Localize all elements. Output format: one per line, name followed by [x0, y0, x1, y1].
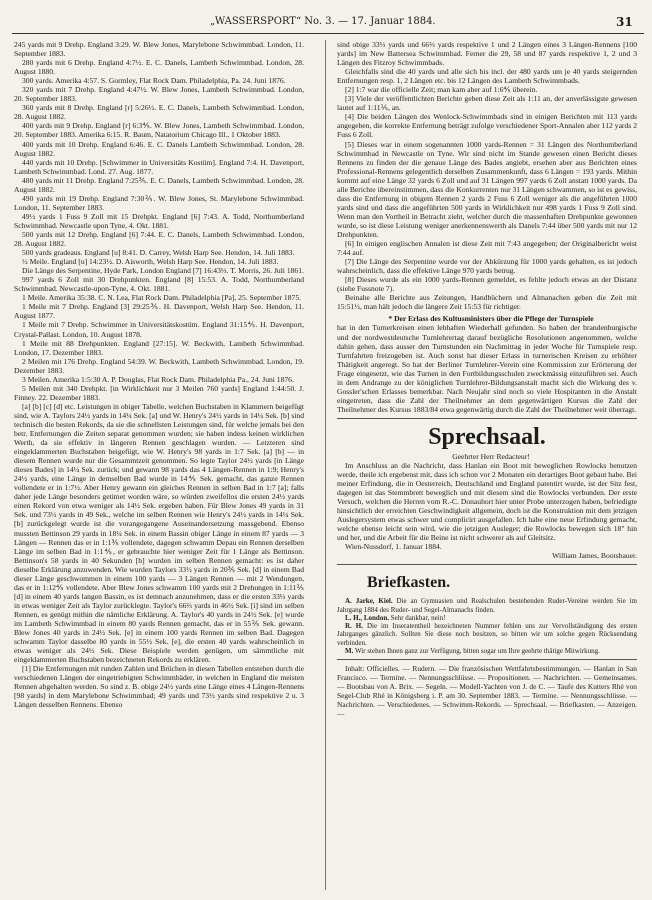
record-entry: ½ Meile. England [u] 14:23½. D. Aisworth, Welsh Harp See. Hendon, 14. Juli 1883.: [22, 257, 279, 267]
footnote-paragraph: [3] Viele der veröffentlichten Berichte geben diese Zeit als 1:11 an, der anverlässigste gewesen lautet auf 1:11⅕, an.: [337, 94, 637, 113]
header-rule: [12, 33, 644, 34]
record-entry: Die Länge des Serpentine, Hyde Park, London England [7] 16:43⅓. T. Morris, 26. Juli 1861.: [22, 266, 304, 276]
briefkasten-item: [337, 597, 637, 613]
record-entry: 3 Meilen. Amerika 1:5:30 A. P. Douglas, Flat Rock Dam. Philadelphia Pa., 24. Juni 1876.: [22, 374, 294, 384]
briefkasten-reply: Wir stehen Ihnen ganz zur Verfügung, bitten sogar um Ihre geehrte thätige Mitwirkung.: [354, 646, 600, 655]
record-entry: 500 yards mit 12 Drehp. England [6] 7:44. E. C. Danels, Lambeth Schwimmbad. London, 28. August 1882.: [14, 229, 304, 249]
footnote-paragraph: [6] In einigen englischen Annalen ist diese Zeit mit 7:43 angegeben; der Originalbericht weist 7:44 auf.: [337, 239, 637, 258]
briefkasten-item: [337, 622, 637, 647]
page-number: 31: [616, 15, 633, 29]
record-entry: 49½ yards 1 Fuss 9 Zoll mit 15 Drehpkt. England [6] 7:43. A. Todd, Northumberland Schwimmbad. Newcastle upon Tyne, 4. Okt. 1881.: [14, 211, 304, 230]
explanation-paragraph: [a] [b] [c] [d] etc. Leistungen in obiger Tabelle, welchen Buchstaben in Klammern beigefügt sind, wie A. Taylors 24½ yards in 14¼ Sek. [a] und W. Henry's 24½ yards in 14¼ Sek. [b] sind technisch die besten Rekords, da sie die schnellsten Leistungen sind, für welche jemals bei den betr. Entfernungen die Zeiten separat genommen wurden; sie haben indess keinen wirklichen Werth, da sie effektiv in längeren Rennen geschlagen wurden. — Letzteren sind eingeklammerten Buchstaben beigefügt, wie W. Henry's 98 yards in 1:7 Sek. [a] [b] — in diesem Rennen wurde nur die Gesammtzeit genommen. So legte Taylor 24½ yards [in Länge dieses Bades] in 14¼ Sek. zurück; und gewann 98 yards das 4 Längen-Rennen in 1:9; Henry's 24½ yards, eine Länge in demselben Bad wurde in 14⅘ Sek. gemacht, das ganze Rennen vollendete er in 1:7½. Aber Henry gewann ein gleiches Rennen in selben Bad in 1:7 [a]; falls daher jede Länge besonders getimet worden wäre, so würden zweifellos die ersten 24½ yards einen Rekord von etwa weniger als 14½ Sek. ergeben haben. Für Blew Jones 49 yards in 31 Sek. und 73½ yards in 49 Sek., welche im selben Rennen wie Henry's 24½ yards in 14¼ Sek. [b] zurückgelegt wurde ist die vorangegangene Auseinandersetzung massgebend. Ebenso mussten Bettinson 29 yards in 18¼ Sek. in einem Bassin obiger Länge in einem 87 yards — 3 Längen — Rennen das er in 1:1⅗ vollendete, dagegen schwamm Depau ein Rennen derselben Länge im selben Bad in 1:1⅘, er gebrauchte hier weniger Zeit für 1 Länge als Bettinson. Bettinson's 58 yards in 40 Sekunden [h] wurden im selben Rennen gemacht: es ist daher dieselbe Erklärung anzuwenden. Wie wurden Taylors 33½ yards in 20⅗ Sek. [d] in einem Bad dieser Länge geschwommen in einem 100 yards — 3 Längen Rennen — mit 2 Wendungen, das er in 1:12⅘ vollendete. Aber Blew Jones schwamm 100 yards mit 2 Drehungen in 1:11⅖ [d] in einem 40 yards langen Bassin, es ist demnach anzunehmen, dass er die ersten 33⅓ yards in etwas weniger Zeit als Taylor zurücklegte. Taylor's 66⅔ yards in 46½ Sek. [i] sind im selben Rennen, es genügt mithin die nämliche Erklärung. A. Taylor's 40 yards in 24½ Sek. [e] wurde im Lambeth Schwimmbad in einem 80 yards Rennen gemacht, das er in 55⅖ Sek. gewann. Blew Jones 40 yards in 24½ Sek. [e] in einem 100 yards Rennen im selben Bad. Dagegen schwamm Taylor dasselbe 80 yards in 55½ Sek. [e], die ersten 40 yards wahrscheinlich in etwas weniger als 24½ Sek. Diese Beispiele werden genügen, um sämmtliche mit eingeklammerten Buchstaben bezeichneten Rekords zu erklären.: [14, 401, 304, 665]
record-entry: 490 yards mit 19 Drehp. England 7:30⅖. W. Blew Jones, St. Marylebone Schwimmbad. London, 11. September 1883.: [14, 193, 304, 212]
table-of-contents: Inhalt: Officielles. — Rudern. — Die französischen Wettfahrtsbestimmungen. — Hanlan in San Francisco. — Termine. — Nennungsschlüsse. — Propositionen. — Nachrichten. — Gemeinsames. — Bootsbau von A. Brix. — Segeln. — Modell-Yachten von J. de C. — Taufe des Kutters Rhé von Segel-Club Rhé in Königsberg i. P. am 30. September 1883. — Termine. — Nennungsschlüsse. — Nachrichten. — Verschiedenes. — Schwimm-Rekords. — Sprechsaal. — Briefkasten. — Anzeigen. —: [337, 663, 637, 718]
column-divider: [325, 40, 326, 890]
footnote-paragraph: Beinahe alle Berichte aus Zeitungen, Handbüchern und Almanachen geben die Zeit mit 15:51½, man hält jedoch die längere Zeit 15:53 für richtiger.: [337, 293, 637, 312]
record-entry: 320 yards mit 7 Drehp. England 4:47½. W. Blew Jones, Lambeth Schwimmbad. London, 20. September 1883.: [14, 85, 304, 104]
sprechsaal-title: Sprechsaal.: [428, 423, 546, 450]
record-entry: 1 Meile mit 88 Drehpunkten. England [27:15]. W. Beckwith, Lambeth Schwimmbad. London, 17. Dezember 1883.: [14, 338, 304, 357]
footnote-paragraph: [8] Dieses wurde als ein 1000 yards-Rennen gemeldet, es fehlte jedoch etwas an der Distanz (siehe Fussnote 7).: [337, 275, 637, 294]
footnote-paragraph: [4] Die beiden Längen des Wenlock-Schwimmbads sind in einigen Berichten mit 113 yards angegeben, die korrekte Entfernung beträgt zufolge verschiedener Sport-Annalen aber 112 yards 2 Fuss 6 Zoll.: [337, 112, 637, 140]
section-rule: [337, 564, 637, 565]
footnote-paragraph: Gleichfalls sind die 40 yards und alle sich bis incl. der 480 yards um je 40 yards steigernden Entfernungen resp. 1, 2 Längen etc. bis 12 Längen des Lambeth Schwimmbads.: [337, 67, 637, 86]
briefkasten-title: Briefkasten.: [367, 574, 451, 592]
footnote-paragraph: [1] Die Entfernungen mit runden Zahlen und Brüchen in diesen Tabellen entstehen durch die verschiedenen Längen der eingetriebigten Schwimmbäder, in welchen in England die meisten Rennen abgehalten werden. So sind z. B. obige 24½ yards eine Länge eines 4 Längen-Rennens [98 yards] in dem Marylebone Schwimmbad; 49 yards und 73½ yards sind respektive 2 u. 3 Längen desselben Rennens. Ebenso: [14, 664, 304, 710]
right-column: [337, 40, 637, 890]
briefkasten-reply: Die im Inseratentheil bezeichneten Nummer fehlen uns zur Vervollständigung des ersten Jahrganges gänzlich. Sollten Sie diese noch besitzen, so bitten wir um solche gegen Rücksendung verbinden.: [337, 622, 637, 647]
footnote-paragraph: [2] 1:7 war die officielle Zeit; man kam aber auf 1:6⅘ überein.: [345, 85, 538, 95]
sprechsaal-letter: Im Anschluss an die Nachricht, dass Hanlan ein Boot mit beweglichen Rowlocks benutzen werde, theile ich ergebenst mit, dass ich schon vor 2 Monaten ein derartiges Boot gebaut habe. Bei meiner Erfindung, die in Oesterreich, Deutschland und England patentirt wurde, ist der Sitz fest, dagegen ist das Stemmbrett beweglich und mit diesem sind die Rowlocks verbunden. Der erste Versuch, welchen die Herren vom R.-C. Donauhort hier unter Probe unterzogen haben, befriedigte hinsichtlich der erreichten Geschwindigkeit allgemein, doch ist die Konstruktion mit dem jetzigen Auslegersystem etwas schwer und complicirt ausgefallen. Ich habe eine neue Erfindung gemacht, welche ebenso leicht sein wird, wie die jetzigen Ausleger; die Rowlocks bewegen sich 18" hin und her, und die Arbeit für die Beine ist nicht schwerer als auf Gleitsitz.: [337, 460, 637, 543]
record-entry: 280 yards mit 6 Drehp. England 4:7½. E. C. Danels, Lambeth Schwimmbad. London, 28. August 1880.: [14, 58, 304, 77]
record-entry: 480 yards mit 11 Drehp. England 7:25⅗. E. C. Danels, Lambeth Schwimmbad. London, 28. August 1882.: [14, 175, 304, 194]
briefkasten-recipient: R. H.: [345, 622, 363, 631]
briefkasten-reply: Die an Gymnasien und Realschulen bestehenden Ruder-Vereine werden Sie im Jahrgang 1884 des Ruder- und Segel-Almanachs finden.: [337, 597, 637, 614]
briefkasten-reply: Sehr dankbar, nein!: [390, 613, 446, 622]
footnote-paragraph: [5] Dieses war in einem sogenannten 1000 yards-Rennen = 31 Längen des Northumberland Schwimmbad in Newcastle on Tyne. Wir sind nicht im Stande gewesen einen Bericht dieses Rennens zu finden der die genaue Länge des Bades angiebt, ersehen aber aus Berichten eines Professional-Rennens gelegentlich derselben Zusammenkunft, dass 6 Längen = 193 yards. Mithin kommt auf eine Länge 32 yards 6 Zoll und auf 31 Längen 997 yards 6 Zoll anstatt 1000 yards. Da alle Berichte übereinstimmen, dass die Konkurrenten nur 31 Längen schwammen, so ist es gewiss, dass die Entfernung in obigem Rennen 2 yards 2 Fuss 6 Zoll weniger als die angeführten 1000 yards sind und dass die angeführten 500 yards in Wirklichkeit nur 498 yards 1 Fuss 9 Zoll sind. Wenn man den Vortheil in Betracht zieht, welcher durch die massenhaften Drehpunkte gewonnen wurde, so ist diese Leistung weniger anerkennenswerth als Danels 7:44 über 500 yards mit nur 12 Drehpunkten.: [337, 139, 637, 239]
section-rule: [337, 659, 637, 660]
record-entry: 440 yards mit 10 Drehp. [Schwimmer in Universitäts Kostüm]. England 7:4. H. Davenport, Lambeth Schwimmbad. Lond. 27. Aug. 1877.: [14, 157, 304, 176]
sprechsaal-date: Wien-Nussdorf, 1. Januar 1884.: [345, 542, 442, 552]
record-entry: 400 yards mit 10 Drehp. England 6:46. E. C. Danels Lambeth Schwimmbad. London, 28. August 1882.: [14, 139, 304, 158]
briefkasten-item: [337, 647, 637, 655]
record-entry: 997 yards 6 Zoll mit 30 Drehpunkten. England [8] 15:53. A. Todd, Northumberland Schwimmbad. Newcastle-upon-Tyne, 4. Okt. 1881.: [14, 275, 304, 294]
briefkasten-recipient: A. Jarke, Kiel.: [345, 597, 393, 606]
record-entry: 2 Meilen mit 176 Drehp. England 54:39. W. Beckwith, Lambeth Schwimmbad. London, 19. Dezember 1883.: [14, 356, 304, 375]
footnote-paragraph: sind obige 33⅓ yards und 66⅔ yards respektive 1 und 2 Längen eines 3 Längen-Rennens [100 yards] im New Battersea Schwimmbad. Ferner die 29, 58 und 87 yards respektive 1, 2 und 3 Längen des Fitzroy Schwimmbads.: [337, 40, 637, 68]
record-entry: 245 yards mit 9 Drehp. England 3:29. W. Blew Jones, Marylebone Schwimmbad. London, 11. September 1883.: [14, 40, 304, 59]
record-entry: 360 yards mit 8 Drehp. England [r] 5:26½. E. C. Danels, Lambeth Schwimmbad. London, 28. August 1882.: [14, 103, 304, 122]
briefkasten-recipient: M.: [345, 646, 354, 655]
record-entry: 5 Meilen mit 340 Drehpkt. [in Wirklichkeit nur 3 Meilen 760 yards] England 1:44:50. J. Finney. 22. Dezember 1883.: [14, 383, 304, 402]
briefkasten-item: [337, 614, 637, 622]
decree-text: hat in den Turnerkreisen einen lebhaften Wiederhall gefunden. So haben der brandenburgische und der nordwestdeutsche Turnlehrertag darauf bezügliche Resolutionen angenommen, welche dahin gehen, dass ausser den Turnstunden ein Nachmittag in jeder Woche für Turnspiele resp. Turnfahrten freizugeben ist. Auch sonst hat dieser Erlass in turnerischen Kreisen zu erhöhter Thätigkeit angeregt. So hat der Berliner Turnlehrer-Verein eine Kommission zur Erörterung der Frage eingesetzt, wie das Turnen in den Fortbildungsschulen zweckmässig einzuführen sei. Auch in dem Andrange zu der königlichen Turnlehrer-Bildungsanstalt macht sich die Wirkung des v. Gossler'schen Erlasses bemerkbar. Nach Neujahr sind noch so viele Hospitanten in die Anstalt eingetreten, dass die Zahl der Theilnehmer an dem gegenwärtigen Kursus die Zahl der Theilnehmer des Kursus 1883/84 etwa gegenwärtig durch die Zahl der Theilnehmer weit überragt.: [337, 323, 637, 414]
briefkasten-recipient: L. H., London.: [345, 613, 389, 622]
record-entry: 500 yards gradeaus. England [u] 8:41. D. Carrey, Welsh Harp See. Hendon, 14. Juli 1883.: [22, 248, 295, 258]
footnote-paragraph: [7] Die Länge des Serpentine wurde vor der Abkürzung für 1000 yards gehalten, es ist jedoch wahrscheinlich, dass die effektive Länge 970 yards betrug.: [337, 257, 637, 276]
sprechsaal-greeting: Geehrter Herr Redacteur!: [452, 451, 530, 461]
record-entry: 1 Meile. Amerika 35:38. C. N. Lea, Flat Rock Dam. Philadelphia [Pa], 25. September 1875.: [22, 293, 302, 303]
decree-title: * Der Erlass des Kultusministers über die Pflege der Turnspiele: [388, 314, 594, 324]
record-entry: 1 Meile mit 7 Drehp. England [3] 29:25⅗. H. Davenport, Welsh Harp See. Hendon, 11. August 1877.: [14, 302, 304, 321]
running-title: „WASSERSPORT“ No. 3. — 17. Januar 1884.: [210, 16, 436, 27]
record-entry: 300 yards. Amerika 4:57. S. Gormley, Flat Rock Dam. Philadelphia, Pa. 24. Juni 1876.: [22, 76, 286, 86]
section-rule: [337, 418, 637, 419]
sprechsaal-signature: William James, Bootsbauer.: [552, 551, 637, 561]
left-column: [14, 40, 304, 890]
record-entry: 400 yards mit 9 Drehp. England [r] 6:3⅘. W. Blew Jones, Lambeth Schwimmbad. London, 20. September 1883. Amerika 6:15. R. Baum, Natatorium Chicago Ill., 1 Oktober 1883.: [14, 121, 304, 140]
running-header: [0, 14, 652, 30]
record-entry: 1 Meile mit 7 Drehp. Schwimmer in Universitätskostüm. England 31:15⅘. H. Davenport, Crystal-Pallast. London, 10. August 1878.: [14, 320, 304, 339]
